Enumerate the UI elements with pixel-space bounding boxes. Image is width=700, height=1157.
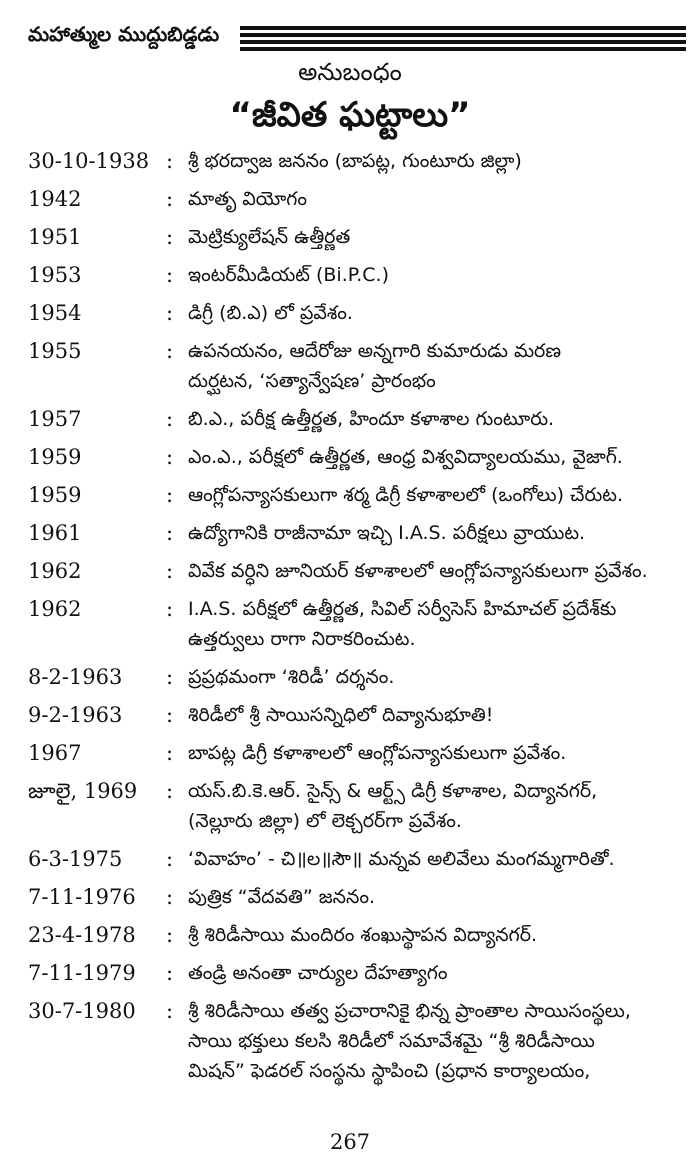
entry-date: 7-11-1979 (28, 961, 136, 985)
timeline-entry (28, 662, 684, 692)
entry-separator: : (166, 961, 174, 985)
entry-date: 1955 (28, 339, 82, 363)
entry-separator: : (166, 521, 174, 545)
entry-line: తండ్రి అనంతా చార్యుల దేహత్యాగం (188, 962, 448, 984)
entry-line: శ్రీ శిరిడీసాయి తత్వ ప్రచారానికై భిన్న ప్రాంతాల సాయిసంస్థలు, (188, 1000, 631, 1022)
entry-line: శ్రీ శిరిడీసాయి మందిరం శంఖుస్థాపన విద్యానగర్. (188, 924, 537, 946)
entry-separator: : (166, 703, 174, 727)
entry-line: ఆంగ్లోపన్యాసకులుగా శర్మ డిగ్రీ కళాశాలలో (ఒంగోలు) చేరుట. (188, 484, 624, 506)
timeline-entry (28, 958, 684, 988)
entry-description (188, 404, 684, 434)
entry-description (188, 336, 684, 396)
entry-line: శ్రీ భరద్వాజ జననం (బాపట్ల, గుంటూరు జిల్లా) (188, 150, 522, 172)
entry-separator: : (166, 149, 174, 173)
entry-date: 9-2-1963 (28, 703, 123, 727)
entry-separator: : (166, 741, 174, 765)
entry-separator: : (166, 779, 174, 803)
entry-line: దుర్ఘటన, ‘సత్యాన్వేషణ’ ప్రారంభం (188, 370, 436, 392)
entry-date: 7-11-1976 (28, 885, 136, 909)
entry-date: 1953 (28, 263, 82, 287)
entry-line: బి.ఎ., పరీక్ష ఉత్తీర్ణత, హిందూ కళాశాల గుంటూరు. (188, 408, 555, 430)
entry-description (188, 844, 684, 874)
entry-description (188, 222, 684, 252)
entry-line: శిరిడీలో శ్రీ సాయిసన్నిధిలో దివ్యానుభూతి! (188, 704, 494, 726)
entry-description (188, 594, 684, 654)
entry-line: ఎం.ఎ., పరీక్షలో ఉత్తీర్ణత, ఆంధ్ర విశ్వవిద్యాలయము, వైజాగ్. (188, 446, 623, 468)
entry-description (188, 518, 684, 548)
timeline-entry (28, 996, 684, 1086)
entry-date: 1967 (28, 741, 82, 765)
page-number: 267 (329, 1130, 371, 1154)
entry-line: ఉద్యోగానికి రాజీనామా ఇచ్చి I.A.S. పరీక్షలు వ్రాయుట. (188, 522, 586, 544)
entry-line: పుత్రిక “వేదవతి” జననం. (188, 886, 376, 908)
timeline-entry (28, 844, 684, 874)
entry-description (188, 882, 684, 912)
entry-description (188, 298, 684, 328)
entry-description (188, 662, 684, 692)
entry-description (188, 738, 684, 768)
timeline-entry (28, 920, 684, 950)
timeline-list (28, 146, 684, 1094)
book-title: మహాత్ముల ముద్దుబిడ్డడు (28, 22, 220, 46)
entry-date: 8-2-1963 (28, 665, 123, 689)
entry-separator: : (166, 665, 174, 689)
entry-date: 23-4-1978 (28, 923, 136, 947)
entry-line: మిషన్” ఫెడరల్ సంస్థను స్థాపించి (ప్రధాన కార్యాలయం, (188, 1060, 591, 1082)
entry-date: 1962 (28, 559, 82, 583)
timeline-entry (28, 260, 684, 290)
entry-separator: : (166, 263, 174, 287)
timeline-entry (28, 882, 684, 912)
entry-date: 1951 (28, 225, 82, 249)
timeline-entry (28, 404, 684, 434)
entry-separator: : (166, 407, 174, 431)
timeline-entry (28, 184, 684, 214)
entry-date: 30-7-1980 (28, 999, 136, 1023)
entry-date: 1961 (28, 521, 82, 545)
entry-separator: : (166, 483, 174, 507)
entry-line: మెట్రిక్యులేషన్ ఉత్తీర్ణత (188, 226, 351, 248)
entry-separator: : (166, 301, 174, 325)
entry-line: వివేక వర్ధిని జూనియర్ కళాశాలలో ఆంగ్లోపన్యాసకులుగా ప్రవేశం. (188, 560, 648, 582)
timeline-entry (28, 738, 684, 768)
entry-line: ఉపనయనం, ఆదేరోజు అన్నగారి కుమారుడు మరణ (188, 340, 562, 362)
timeline-entry (28, 518, 684, 548)
entry-description (188, 184, 684, 214)
entry-separator: : (166, 559, 174, 583)
entry-description (188, 442, 684, 472)
entry-separator: : (166, 999, 174, 1023)
entry-line: ఇంటర్‌మీడియట్ (Bi.P.C.) (188, 264, 389, 286)
entry-description (188, 700, 684, 730)
entry-description (188, 920, 684, 950)
entry-separator: : (166, 187, 174, 211)
entry-line: I.A.S. పరీక్షలో ఉత్తీర్ణత, సివిల్ సర్వీసెస్ హిమాచల్ ప్రదేశ్‌కు (188, 598, 617, 620)
entry-description (188, 776, 684, 836)
entry-separator: : (166, 445, 174, 469)
entry-line: (నెల్లూరు జిల్లా) లో లెక్చరర్‌గా ప్రవేశం. (188, 810, 462, 832)
timeline-entry (28, 480, 684, 510)
entry-line: మాతృ వియోగం (188, 188, 307, 210)
entry-separator: : (166, 885, 174, 909)
entry-separator: : (166, 225, 174, 249)
entry-date: 1962 (28, 597, 82, 621)
entry-description (188, 146, 684, 176)
timeline-entry (28, 222, 684, 252)
entry-date: 1954 (28, 301, 82, 325)
entry-date: జూలై, 1969 (28, 779, 138, 803)
timeline-entry (28, 556, 684, 586)
entry-separator: : (166, 847, 174, 871)
entry-date: 30-10-1938 (28, 149, 150, 173)
running-header (14, 14, 686, 48)
section-label: అనుబంధం (298, 58, 402, 86)
entry-date: 1959 (28, 483, 82, 507)
entry-description (188, 260, 684, 290)
entry-line: సాయి భక్తులు కలసి శిరిడీలో సమావేశమై “శ్రీ శిరిడీసాయి (188, 1030, 595, 1052)
entry-separator: : (166, 923, 174, 947)
entry-separator: : (166, 339, 174, 363)
timeline-entry (28, 146, 684, 176)
timeline-entry (28, 594, 684, 654)
entry-line: యస్.బి.కె.ఆర్. సైన్స్ & ఆర్ట్స్ డిగ్రీ కళాశాల, విద్యానగర్, (188, 780, 598, 802)
header-rules (240, 26, 686, 54)
section-title: “జీవిత ఘట్టాలు” (229, 95, 471, 135)
entry-line: డిగ్రీ (బి.ఎ) లో ప్రవేశం. (188, 302, 353, 324)
timeline-entry (28, 298, 684, 328)
entry-line: ఉత్తర్వులు రాగా నిరాకరించుట. (188, 628, 416, 650)
entry-line: ప్రప్రథమంగా ‘శిరిడీ’ దర్శనం. (188, 666, 395, 688)
entry-separator: : (166, 597, 174, 621)
entry-line: బాపట్ల డిగ్రీ కళాశాలలో ఆంగ్లోపన్యాసకులుగా ప్రవేశం. (188, 742, 567, 764)
timeline-entry (28, 700, 684, 730)
entry-date: 1957 (28, 407, 82, 431)
timeline-entry (28, 336, 684, 396)
entry-description (188, 480, 684, 510)
timeline-entry (28, 442, 684, 472)
entry-date: 1959 (28, 445, 82, 469)
entry-description (188, 996, 684, 1086)
timeline-entry (28, 776, 684, 836)
entry-description (188, 556, 684, 586)
entry-date: 6-3-1975 (28, 847, 123, 871)
entry-description (188, 958, 684, 988)
entry-date: 1942 (28, 187, 82, 211)
entry-line: ‘వివాహం’ - చి॥ల॥సౌ॥ మన్నవ అలివేలు మంగమ్మగారితో. (188, 848, 615, 870)
